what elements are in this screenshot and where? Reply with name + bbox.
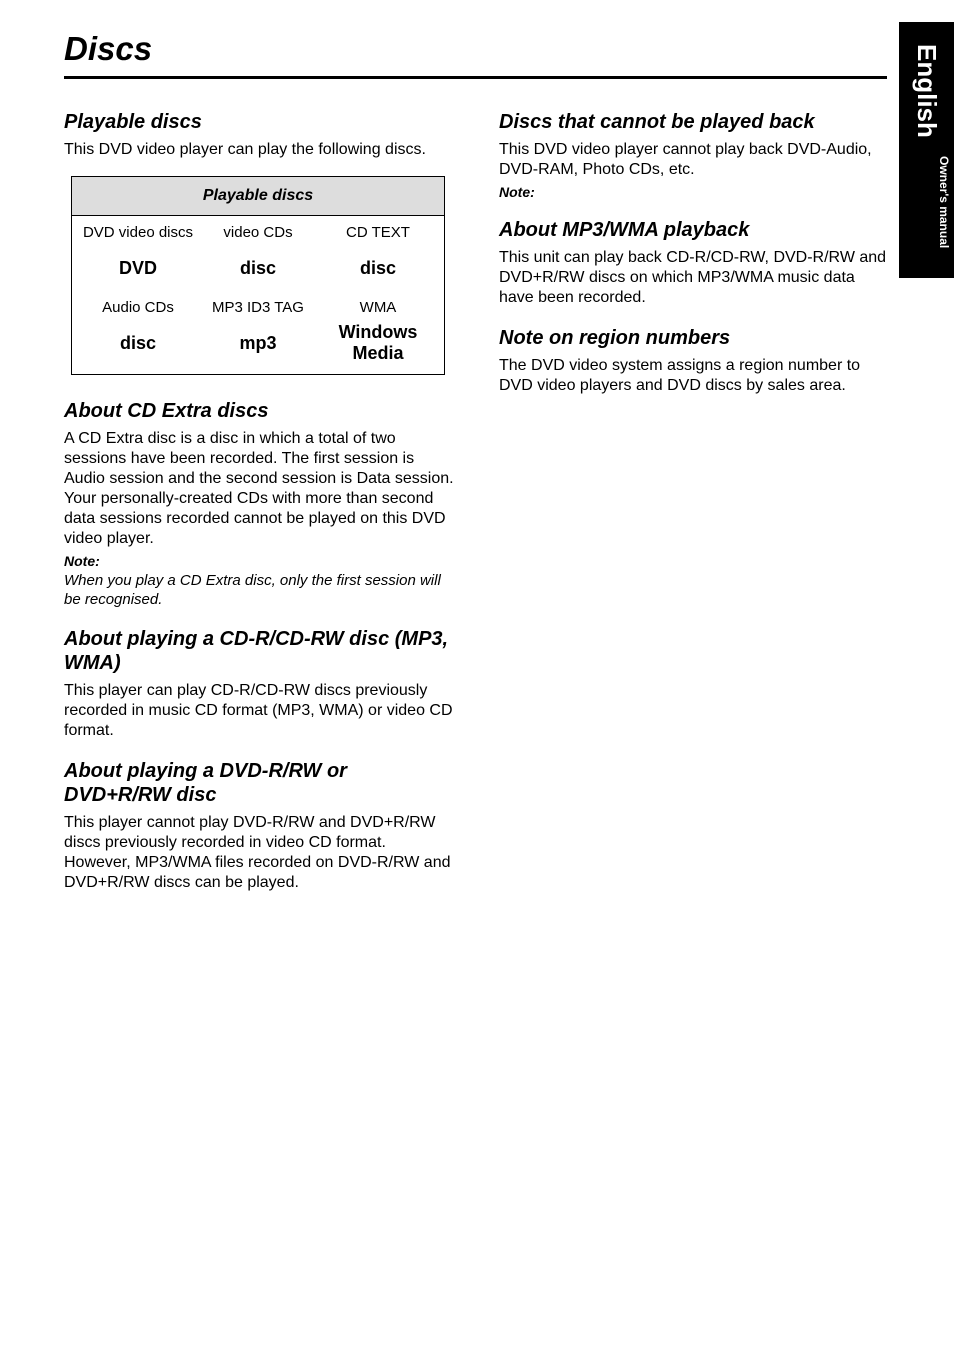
cannot-heading: Discs that cannot be played back [499,111,815,133]
left-column [64,110,456,911]
note-label: Note: [499,184,535,200]
tab-manual: Owner's manual [937,156,951,249]
section-playable-discs [64,110,456,375]
cannot-body: This DVD video player cannot play back DVD-Audio, DVD-RAM, Photo CDs, etc. [499,141,872,178]
disc-label: Audio CDs [102,299,174,316]
disc-label: DVD video discs [82,224,194,241]
note-label: Note: [64,553,100,569]
region-heading: Note on region numbers [499,327,731,349]
page-title: Discs [64,30,153,67]
section-mp3-wma [499,218,891,308]
disc-label: video CDs [223,224,293,241]
section-cdr [64,627,456,741]
mp3-wma-body: This unit can play back CD-R/CD-RW, DVD-R/RW and DVD+R/RW discs on which MP3/WMA music data have been recorded. [499,249,887,306]
cd-extra-body: A CD Extra disc is a disc in which a total of two sessions have been recorded. The first session is Audio session and the second session is Data session. Your personally-created CDs with more than second data sessions recorded cannot be played on this DVD video player. [64,430,454,547]
right-column [499,110,891,414]
disc-cell [198,224,318,291]
disc-label: WMA [359,299,397,316]
dvdr-body: This player cannot play DVD-R/RW and DVD+R/RW discs previously recorded in video CD format. However, MP3/WMA files recorded on DVD-R/RW and DVD+R/RW discs can be played. [64,814,451,891]
tab-language: English [912,44,942,138]
playable-heading: Playable discs [64,111,202,133]
disc-grid [72,216,444,374]
section-cannot-play [499,110,891,200]
disc-cell [198,299,318,366]
disc-cell [318,224,438,291]
cdr-body: This player can play CD-R/CD-RW discs previously recorded in music CD format (MP3, WMA) or video CD format. [64,682,453,739]
mp3-logo: mp3 [239,332,277,353]
mp3-wma-heading: About MP3/WMA playback [499,219,750,241]
title-rule [64,76,887,79]
dvdr-heading: About playing a DVD-R/RW or DVD+R/RW disc [64,760,347,806]
disc-label: MP3 ID3 TAG [212,299,304,316]
playable-discs-table [71,176,445,375]
playable-intro: This DVD video player can play the following discs. [64,141,426,158]
windows-media-logo: Windows Media [338,322,418,363]
disc-cell [78,299,198,366]
region-body: The DVD video system assigns a region number to DVD video players and DVD discs by sales area. [499,357,861,394]
disc-cell [78,224,198,291]
section-cd-extra [64,399,456,609]
table-heading: Playable discs [72,177,444,216]
compact-disc-logo: disc [359,257,397,278]
compact-disc-logo: disc [119,332,157,353]
cd-extra-note: When you play a CD Extra disc, only the first session will be recognised. [64,572,441,608]
section-region [499,326,891,396]
disc-cell [318,299,438,366]
compact-disc-logo: disc [239,257,277,278]
language-tab [899,22,954,278]
section-dvdr [64,759,456,893]
cd-extra-heading: About CD Extra discs [64,400,269,422]
disc-label: CD TEXT [346,224,410,241]
cdr-heading: About playing a CD-R/CD-RW disc (MP3, WMA) [64,628,449,674]
dvd-video-logo: DVD [118,257,157,278]
